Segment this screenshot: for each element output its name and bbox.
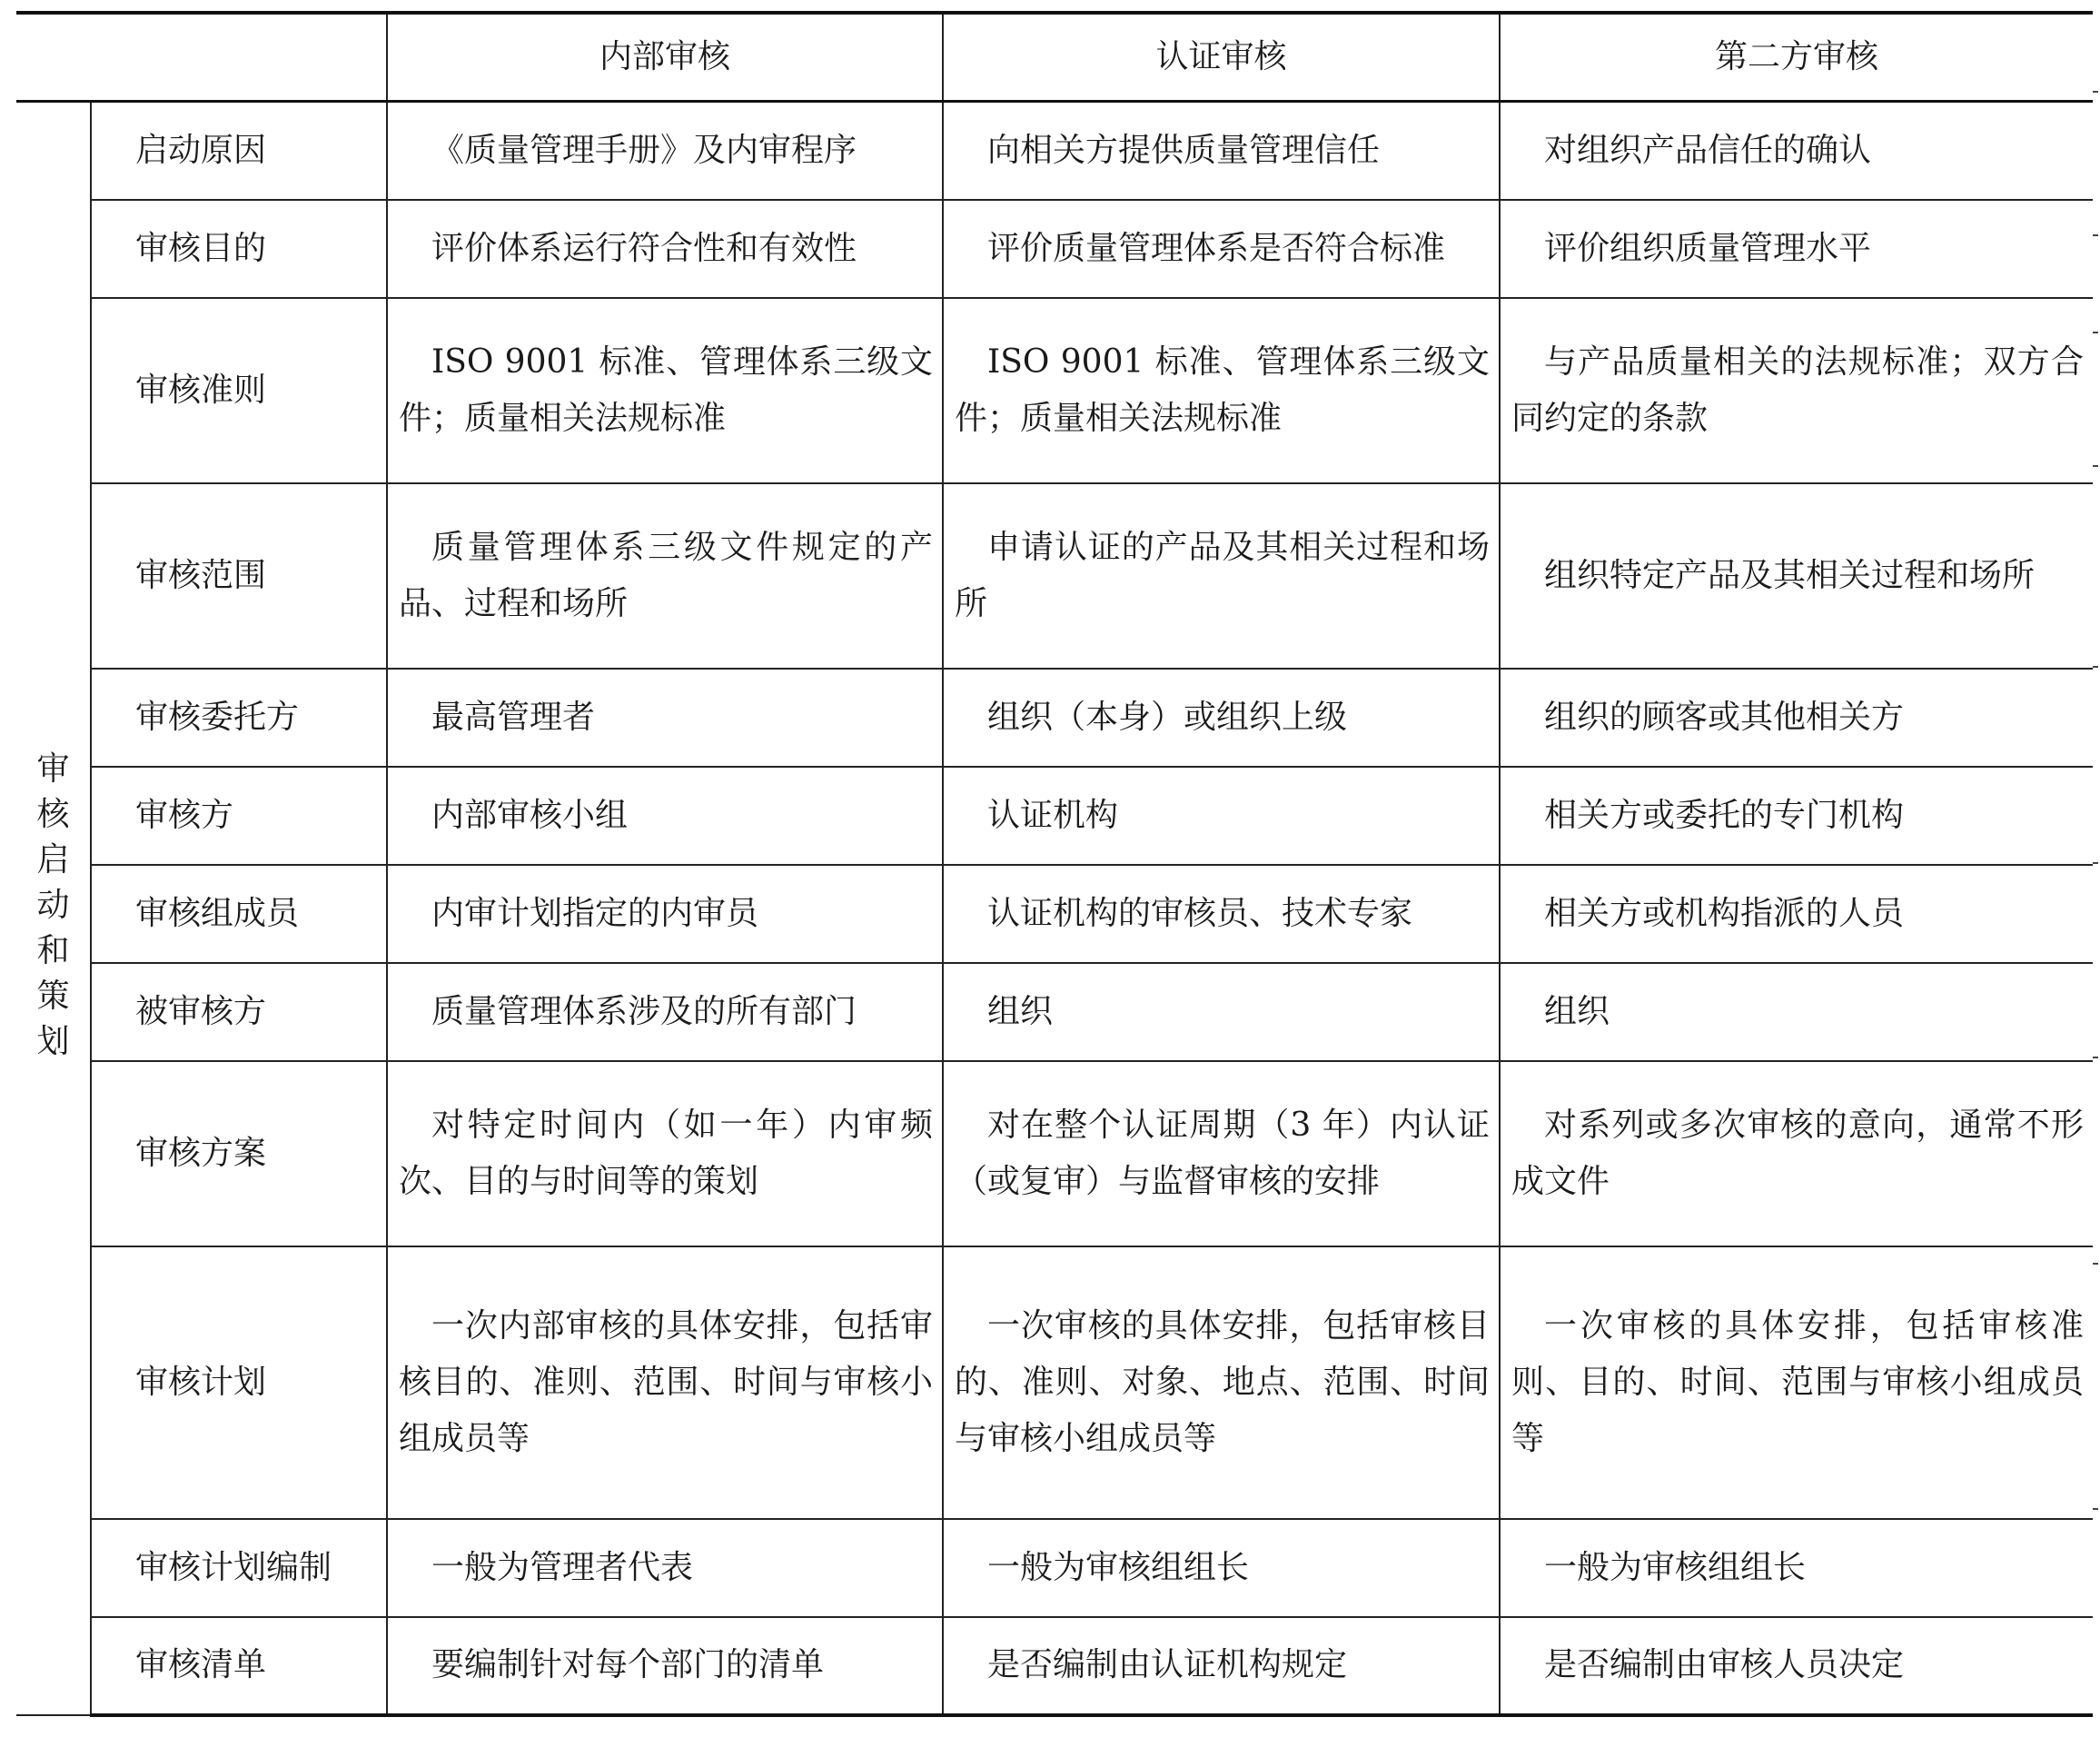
second-party-cell: 对组织产品信任的确认 <box>1500 102 2093 200</box>
certification-cell: 评价质量管理体系是否符合标准 <box>943 200 1500 298</box>
certification-cell: 向相关方提供质量管理信任 <box>943 102 1500 200</box>
table-header-row <box>16 13 2093 102</box>
internal-cell: 质量管理体系三级文件规定的产品、过程和场所 <box>387 483 943 669</box>
internal-cell: 对特定时间内（如一年）内审频次、目的与时间等的策划 <box>387 1061 943 1246</box>
internal-cell: 内部审核小组 <box>387 767 943 865</box>
table-row <box>16 200 2093 298</box>
row-label: 审核准则 <box>91 298 387 483</box>
header-internal-audit: 内部审核 <box>387 13 943 102</box>
edge-tick-mark <box>2093 234 2098 236</box>
edge-tick-mark <box>2093 666 2098 668</box>
table-row <box>16 1246 2093 1519</box>
internal-cell: 一般为管理者代表 <box>387 1519 943 1617</box>
table-row <box>16 865 2093 963</box>
internal-cell: 评价体系运行符合性和有效性 <box>387 200 943 298</box>
edge-tick-mark <box>2093 91 2098 93</box>
row-label: 审核计划编制 <box>91 1519 387 1617</box>
table-row <box>16 1617 2093 1715</box>
second-party-cell: 一次审核的具体安排，包括审核准则、目的、时间、范围与审核小组成员等 <box>1500 1246 2093 1519</box>
second-party-cell: 相关方或委托的专门机构 <box>1500 767 2093 865</box>
internal-cell: 要编制针对每个部门的清单 <box>387 1617 943 1715</box>
edge-tick-mark <box>2093 465 2098 467</box>
second-party-cell: 相关方或机构指派的人员 <box>1500 865 2093 963</box>
certification-cell: 组织 <box>943 963 1500 1061</box>
certification-cell: ISO 9001 标准、管理体系三级文件；质量相关法规标准 <box>943 298 1500 483</box>
second-party-cell: 组织的顾客或其他相关方 <box>1500 669 2093 767</box>
certification-cell: 对在整个认证周期（3 年）内认证（或复审）与监督审核的安排 <box>943 1061 1500 1246</box>
table-row <box>16 298 2093 483</box>
certification-cell: 认证机构的审核员、技术专家 <box>943 865 1500 963</box>
table-row <box>16 483 2093 669</box>
internal-cell: 内审计划指定的内审员 <box>387 865 943 963</box>
internal-cell: ISO 9001 标准、管理体系三级文件；质量相关法规标准 <box>387 298 943 483</box>
row-label: 审核目的 <box>91 200 387 298</box>
row-label: 审核方 <box>91 767 387 865</box>
certification-cell: 组织（本身）或组织上级 <box>943 669 1500 767</box>
table-row <box>16 1061 2093 1246</box>
edge-tick-mark <box>2093 332 2098 333</box>
row-label: 启动原因 <box>91 102 387 200</box>
second-party-cell: 与产品质量相关的法规标准；双方合同约定的条款 <box>1500 298 2093 483</box>
second-party-cell: 组织 <box>1500 963 2093 1061</box>
internal-cell: 质量管理体系涉及的所有部门 <box>387 963 943 1061</box>
header-corner-cell <box>16 13 387 102</box>
second-party-cell: 评价组织质量管理水平 <box>1500 200 2093 298</box>
edge-tick-mark <box>2093 1057 2098 1058</box>
row-label: 审核委托方 <box>91 669 387 767</box>
certification-cell: 申请认证的产品及其相关过程和场所 <box>943 483 1500 669</box>
table-row <box>16 669 2093 767</box>
header-certification-audit: 认证审核 <box>943 13 1500 102</box>
group-label-cell <box>16 102 91 1715</box>
certification-cell: 认证机构 <box>943 767 1500 865</box>
row-label: 审核组成员 <box>91 865 387 963</box>
second-party-cell: 对系列或多次审核的意向，通常不形成文件 <box>1500 1061 2093 1246</box>
internal-cell: 一次内部审核的具体安排，包括审核目的、准则、范围、时间与审核小组成员等 <box>387 1246 943 1519</box>
table-row <box>16 767 2093 865</box>
edge-tick-mark <box>2093 1508 2098 1510</box>
row-label: 审核范围 <box>91 483 387 669</box>
row-label: 审核计划 <box>91 1246 387 1519</box>
second-party-cell: 是否编制由审核人员决定 <box>1500 1617 2093 1715</box>
second-party-cell: 一般为审核组组长 <box>1500 1519 2093 1617</box>
audit-comparison-table <box>16 11 2093 1717</box>
certification-cell: 一次审核的具体安排，包括审核目的、准则、对象、地点、范围、时间与审核小组成员等 <box>943 1246 1500 1519</box>
table-row <box>16 963 2093 1061</box>
certification-cell: 一般为审核组组长 <box>943 1519 1500 1617</box>
edge-tick-mark <box>2093 862 2098 864</box>
row-label: 被审核方 <box>91 963 387 1061</box>
internal-cell: 《质量管理手册》及内审程序 <box>387 102 943 200</box>
table-row <box>16 102 2093 200</box>
header-second-party-audit: 第二方审核 <box>1500 13 2093 102</box>
group-label: 审核启动和策划 <box>36 749 70 1060</box>
row-label: 审核方案 <box>91 1061 387 1246</box>
certification-cell: 是否编制由认证机构规定 <box>943 1617 1500 1715</box>
row-label: 审核清单 <box>91 1617 387 1715</box>
table-row <box>16 1519 2093 1617</box>
internal-cell: 最高管理者 <box>387 669 943 767</box>
edge-tick-mark <box>2093 1263 2098 1265</box>
second-party-cell: 组织特定产品及其相关过程和场所 <box>1500 483 2093 669</box>
